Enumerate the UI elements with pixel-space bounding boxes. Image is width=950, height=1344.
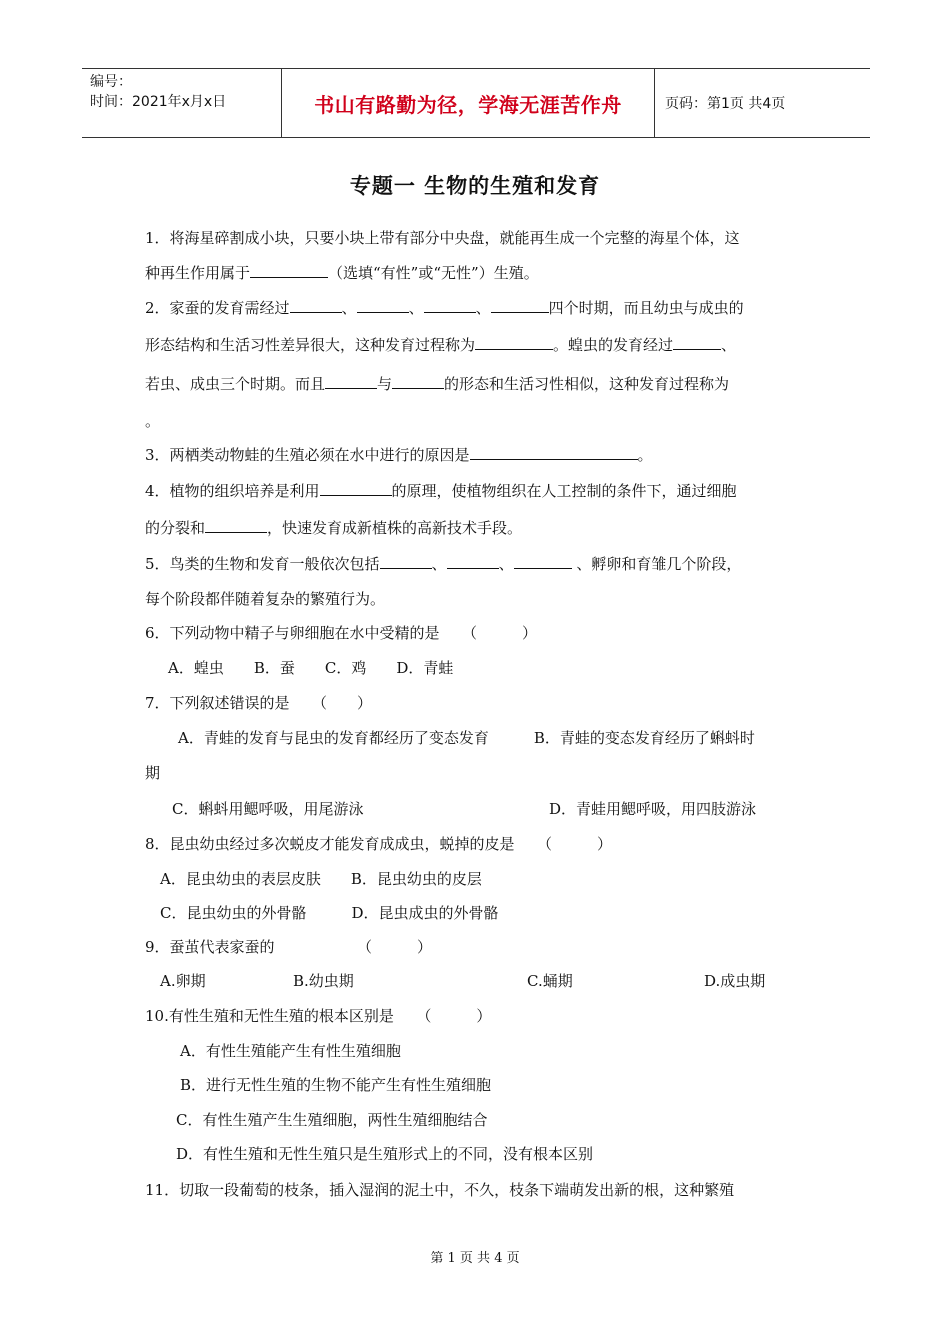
answer-blank[interactable] [320, 480, 392, 496]
line-text: A．昆虫幼虫的表层皮肤 B．昆虫幼虫的皮层 [160, 870, 482, 888]
page-header [82, 68, 870, 138]
line-text: 的原理，使植物组织在人工控制的条件下，通过细胞 [391, 482, 737, 500]
text-line [145, 444, 653, 465]
text-line [145, 373, 729, 394]
text-line [176, 1144, 593, 1164]
answer-blank[interactable] [325, 373, 377, 389]
line-text: 11．切取一段葡萄的枝条，插入湿润的泥土中，不久，枝条下端萌发出新的根，这种繁殖 [145, 1181, 735, 1199]
line-text: D．有性生殖和无性生殖只是生殖形式上的不同，没有根本区别 [176, 1145, 594, 1163]
answer-blank[interactable] [392, 373, 444, 389]
line-text: 期 [145, 764, 161, 782]
date-label: 时间：2021年x月x日 [90, 94, 227, 110]
text-line [145, 834, 612, 854]
answer-blank[interactable] [673, 334, 721, 350]
line-text: 4．植物的组织培养是利用 [145, 482, 320, 500]
text-line [145, 517, 522, 538]
answer-blank[interactable] [357, 297, 409, 313]
answer-blank[interactable] [470, 444, 638, 460]
line-text: 7．下列叙述错误的是 （ ） [145, 694, 373, 712]
line-text: 、孵卵和育雏几个阶段， [571, 555, 742, 573]
line-text: A.卵期 [160, 972, 206, 990]
text-line [180, 1075, 491, 1095]
text-line [145, 262, 539, 283]
line-text: 四个时期，而且幼虫与成虫的 [548, 299, 744, 317]
line-text: 。 [637, 446, 653, 464]
line-text: 、 [498, 555, 514, 573]
text-line [145, 763, 160, 783]
answer-blank[interactable] [447, 553, 499, 569]
line-text: A．蝗虫 B．蚕 C．鸡 D．青蛙 [168, 659, 454, 677]
line-text: 。蝗虫的发育经过 [553, 336, 674, 354]
line-text: 。 [145, 412, 161, 430]
line-text: 8．昆虫幼虫经过多次蜕皮才能发育成成虫，蜕掉的皮是 （ ） [145, 835, 613, 853]
line-text: A．青蛙的发育与昆虫的发育都经历了变态发育 B．青蛙的变态发育经历了蝌蚪时 [178, 729, 755, 747]
line-text: 若虫、成虫三个时期。而且 [145, 375, 326, 393]
line-text: A．有性生殖能产生有性生殖细胞 [180, 1042, 401, 1060]
text-line [527, 971, 573, 991]
text-line [145, 589, 385, 609]
text-line [176, 1110, 487, 1130]
line-text: C．昆虫幼虫的外骨骼 D．昆虫成虫的外骨骼 [160, 904, 499, 922]
line-text: 、 [408, 299, 424, 317]
document-title: 专题一 生物的生殖和发育 [349, 174, 601, 198]
line-text: 与 [377, 375, 393, 393]
header-meta [82, 69, 282, 137]
text-line [160, 971, 206, 991]
text-line [180, 1041, 401, 1061]
text-line [145, 1006, 491, 1026]
text-line [145, 411, 160, 431]
line-text: 9．蚕茧代表家蚕的 （ ） [145, 938, 433, 956]
text-line [549, 799, 756, 819]
line-text: 形态结构和生活习性差异很大，这种发育过程称为 [145, 336, 476, 354]
line-text: D．青蛙用鳃呼吸，用四肢游泳 [549, 800, 757, 818]
text-line [145, 228, 740, 248]
header-motto: 书山有路勤为径，学海无涯苦作舟 [282, 69, 655, 137]
line-text: 的分裂和 [145, 519, 206, 537]
text-line [145, 480, 737, 501]
line-text: 2．家蚕的发育需经过 [145, 299, 290, 317]
number-label: 编号： [90, 74, 132, 90]
page-footer: 第 1 页 共 4 页 [430, 1251, 520, 1266]
line-text: 5．鸟类的生物和发育一般依次包括 [145, 555, 380, 573]
line-text: 3．两栖类动物蛙的生殖必须在水中进行的原因是 [145, 446, 470, 464]
line-text: 、 [475, 299, 491, 317]
line-text: 、 [341, 299, 357, 317]
answer-blank[interactable] [250, 262, 328, 278]
answer-blank[interactable] [290, 297, 342, 313]
answer-blank[interactable] [424, 297, 476, 313]
answer-blank[interactable] [475, 334, 553, 350]
line-text: 、 [721, 336, 737, 354]
answer-blank[interactable] [491, 297, 549, 313]
line-text: B.幼虫期 [293, 972, 354, 990]
text-line [172, 799, 363, 819]
text-line [145, 334, 736, 355]
text-line [145, 553, 741, 574]
line-text: 、 [431, 555, 447, 573]
text-line [145, 937, 432, 957]
line-text: D.成虫期 [704, 972, 766, 990]
answer-blank[interactable] [205, 517, 267, 533]
line-text: C．有性生殖产生生殖细胞，两性生殖细胞结合 [176, 1111, 488, 1129]
line-text: 种再生作用属于 [145, 264, 251, 282]
text-line [160, 869, 482, 889]
line-text: 10.有性生殖和无性生殖的根本区别是 （ ） [145, 1007, 492, 1025]
answer-blank[interactable] [380, 553, 432, 569]
line-text: 每个阶段都伴随着复杂的繁殖行为。 [145, 590, 386, 608]
line-text: 的形态和生活习性相似，这种发育过程称为 [444, 375, 730, 393]
text-line [145, 297, 744, 318]
line-text: ，快速发育成新植株的高新技术手段。 [267, 519, 523, 537]
line-text: C．蝌蚪用鳃呼吸，用尾游泳 [172, 800, 364, 818]
text-line [145, 693, 372, 713]
text-line [178, 728, 755, 748]
line-text: （选填“有性”或“无性”）生殖。 [328, 264, 539, 282]
answer-blank[interactable] [514, 553, 572, 569]
text-line [145, 1180, 734, 1200]
line-text: 1．将海星碎割成小块，只要小块上带有部分中央盘，就能再生成一个完整的海星个体，这 [145, 229, 740, 247]
line-text: 6．下列动物中精子与卵细胞在水中受精的是 （ ） [145, 624, 538, 642]
line-text: C.蛹期 [527, 972, 573, 990]
text-line [145, 623, 537, 643]
text-line [704, 971, 765, 991]
text-line [293, 971, 354, 991]
text-line [160, 903, 499, 923]
header-page-number: 页码：第1页 共4页 [665, 96, 786, 112]
line-text: B．进行无性生殖的生物不能产生有性生殖细胞 [180, 1076, 492, 1094]
text-line [168, 658, 453, 678]
